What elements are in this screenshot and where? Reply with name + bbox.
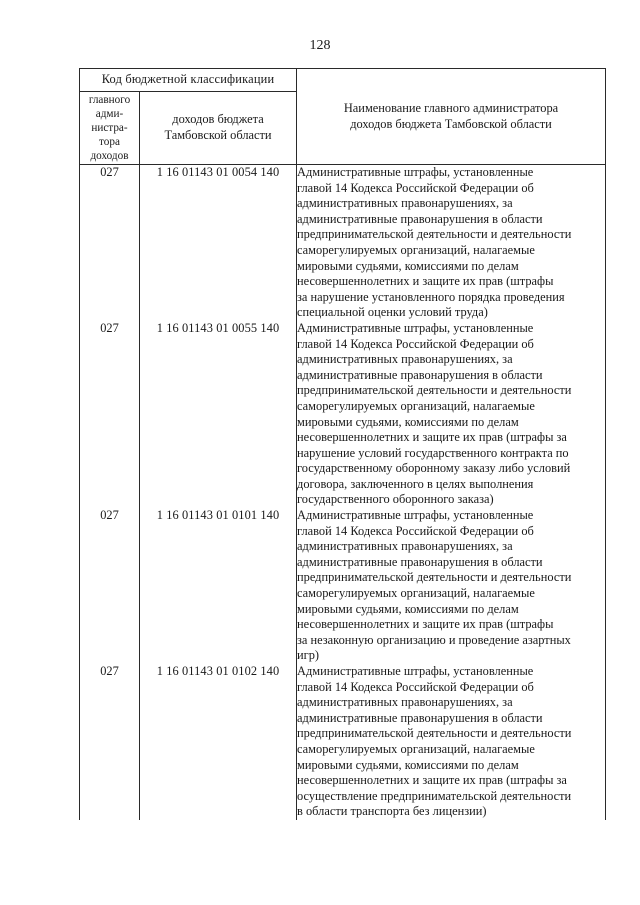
header-name-line: доходов бюджета Тамбовской области [350,116,552,131]
income-name-line: Административные штрафы, установленные [297,165,534,179]
income-code: 1 16 01143 01 0054 140 [140,165,297,321]
income-code: 1 16 01143 01 0101 140 [140,508,297,664]
income-name [297,508,606,664]
header-administrator-name [297,69,606,165]
income-name-line: несовершеннолетних и защите их прав (штрафы за [297,773,567,788]
income-name-line: за незаконную организацию и проведение азартных [297,632,571,647]
income-name-line: административных правонарушениях, за [297,352,513,367]
income-name-line: Административные штрафы, установленные [297,664,534,678]
header-name-line: Наименование главного администратора [343,100,559,115]
header-admin-line: главного [88,94,131,106]
table-row [80,165,606,321]
table-row [80,321,606,508]
income-name-line: предпринимательской деятельности и деятельности [297,570,572,585]
income-name-line: главой 14 Кодекса Российской Федерации об [297,523,534,538]
income-name-line: административных правонарушениях, за [297,695,513,710]
income-name-line: саморегулируемых организаций, налагаемые [297,741,535,756]
income-name-line: административные правонарушения в области [297,710,543,725]
table-header [80,69,606,165]
admin-code: 027 [80,165,140,321]
income-name-line: нарушение условий государственного контракта по [297,445,569,460]
income-name-line: административные правонарушения в области [297,211,543,226]
income-name-line: саморегулируемых организаций, налагаемые [297,586,535,601]
income-name-line: несовершеннолетних и защите их прав (штрафы [297,274,554,289]
income-name-line: административные правонарушения в области [297,554,543,569]
income-name-line: главой 14 Кодекса Российской Федерации об [297,679,534,694]
income-name-line: саморегулируемых организаций, налагаемые [297,242,535,257]
income-name-line: государственному оборонному заказу либо условий [297,461,571,476]
header-main-administrator [80,92,140,165]
income-name-line: специальной оценки условий труда) [297,305,488,320]
header-admin-line: адми- [95,108,124,120]
header-income-line: доходов бюджета [172,112,264,127]
page-number: 128 [309,38,331,53]
income-code: 1 16 01143 01 0055 140 [140,321,297,508]
admin-code: 027 [80,321,140,508]
income-name-line: главой 14 Кодекса Российской Федерации об [297,180,534,195]
income-name-line: мировыми судьями, комиссиями по делам [297,258,519,273]
header-admin-line: доходов [90,150,129,162]
income-name-line: главой 14 Кодекса Российской Федерации об [297,336,534,351]
income-name [297,664,606,820]
income-name-line: несовершеннолетних и защите их прав (штрафы [297,617,554,632]
income-name-line: осуществление предпринимательской деятельности [297,788,572,803]
income-name-line: предпринимательской деятельности и деятельности [297,383,572,398]
budget-classification-table [79,68,606,820]
header-budget-income [140,92,297,165]
income-name-line: административных правонарушениях, за [297,196,513,211]
table-body [80,165,606,820]
income-code: 1 16 01143 01 0102 140 [140,664,297,820]
header-classification-code: Код бюджетной классификации [80,69,297,92]
income-name-line: административных правонарушениях, за [297,539,513,554]
income-name-line: договора, заключенного в целях выполнения [297,476,534,491]
income-name-line: государственного оборонного заказа) [297,492,494,507]
header-admin-line: нистра- [91,122,128,134]
income-name-line: в области транспорта без лицензии) [297,804,487,819]
income-name-line: саморегулируемых организаций, налагаемые [297,398,535,413]
income-name [297,165,606,321]
income-name-line: предпринимательской деятельности и деятельности [297,726,572,741]
income-name-line: мировыми судьями, комиссиями по делам [297,414,519,429]
table-row [80,508,606,664]
admin-code: 027 [80,664,140,820]
income-name-line: несовершеннолетних и защите их прав (штрафы за [297,430,567,445]
header-income-line: Тамбовской области [164,128,272,142]
income-name-line: Административные штрафы, установленные [297,320,534,335]
admin-code: 027 [80,508,140,664]
table-row [80,664,606,820]
header-admin-line: тора [99,136,120,148]
income-name-line: мировыми судьями, комиссиями по делам [297,757,519,772]
income-name-line: за нарушение установленного порядка проведения [297,289,565,304]
income-name-line: игр) [297,648,320,663]
income-name-line: предпринимательской деятельности и деятельности [297,227,572,242]
income-name [297,321,606,508]
income-name-line: Административные штрафы, установленные [297,508,534,523]
income-name-line: мировыми судьями, комиссиями по делам [297,601,519,616]
income-name-line: административные правонарушения в области [297,367,543,382]
